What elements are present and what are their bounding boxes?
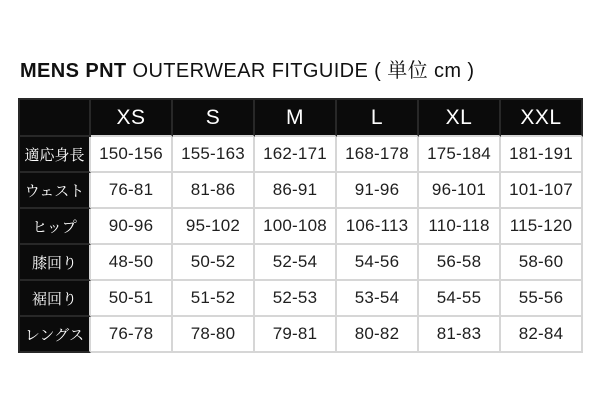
size-header-xl: XL [419, 98, 501, 137]
measurement-value: 56-58 [419, 245, 501, 281]
measurement-label: ウェスト [18, 173, 91, 209]
measurement-value: 76-81 [91, 173, 173, 209]
measurement-label: レングス [18, 317, 91, 353]
measurement-value: 181-191 [501, 137, 583, 173]
measurement-value: 168-178 [337, 137, 419, 173]
measurement-value: 52-53 [255, 281, 337, 317]
size-header-m: M [255, 98, 337, 137]
measurement-value: 55-56 [501, 281, 583, 317]
measurement-value: 90-96 [91, 209, 173, 245]
measurement-value: 78-80 [173, 317, 255, 353]
page-title [20, 61, 474, 81]
corner-cell [18, 98, 91, 137]
measurement-value: 53-54 [337, 281, 419, 317]
table-row [18, 209, 583, 245]
size-header-l: L [337, 98, 419, 137]
measurement-value: 76-78 [91, 317, 173, 353]
measurement-label: 膝回り [18, 245, 91, 281]
measurement-value: 81-86 [173, 173, 255, 209]
measurement-value: 106-113 [337, 209, 419, 245]
size-header-xs: XS [91, 98, 173, 137]
table-row [18, 137, 583, 173]
measurement-value: 51-52 [173, 281, 255, 317]
size-header-xxl: XXL [501, 98, 583, 137]
title-rest: OUTERWEAR FITGUIDE ( 単位 cm ) [126, 60, 475, 82]
measurement-value: 54-55 [419, 281, 501, 317]
measurement-value: 91-96 [337, 173, 419, 209]
measurement-value: 48-50 [91, 245, 173, 281]
measurement-value: 58-60 [501, 245, 583, 281]
measurement-value: 50-52 [173, 245, 255, 281]
measurement-label: 裾回り [18, 281, 91, 317]
measurement-value: 175-184 [419, 137, 501, 173]
measurement-label: ヒップ [18, 209, 91, 245]
measurement-value: 52-54 [255, 245, 337, 281]
size-header-s: S [173, 98, 255, 137]
measurement-value: 86-91 [255, 173, 337, 209]
table-row [18, 245, 583, 281]
title-brand: MENS PNT [20, 60, 127, 82]
measurement-value: 115-120 [501, 209, 583, 245]
measurement-value: 162-171 [255, 137, 337, 173]
measurement-value: 95-102 [173, 209, 255, 245]
measurement-value: 81-83 [419, 317, 501, 353]
size-header-row [18, 98, 583, 137]
measurement-value: 101-107 [501, 173, 583, 209]
measurement-value: 50-51 [91, 281, 173, 317]
measurement-value: 82-84 [501, 317, 583, 353]
measurement-value: 79-81 [255, 317, 337, 353]
measurement-value: 96-101 [419, 173, 501, 209]
table-row [18, 317, 583, 353]
fitguide-table [18, 98, 583, 353]
measurement-value: 150-156 [91, 137, 173, 173]
measurement-value: 110-118 [419, 209, 501, 245]
measurement-value: 80-82 [337, 317, 419, 353]
table-row [18, 173, 583, 209]
fitguide-table-body [18, 137, 583, 353]
measurement-value: 100-108 [255, 209, 337, 245]
measurement-value: 54-56 [337, 245, 419, 281]
measurement-label: 適応身長 [18, 137, 91, 173]
measurement-value: 155-163 [173, 137, 255, 173]
table-row [18, 281, 583, 317]
